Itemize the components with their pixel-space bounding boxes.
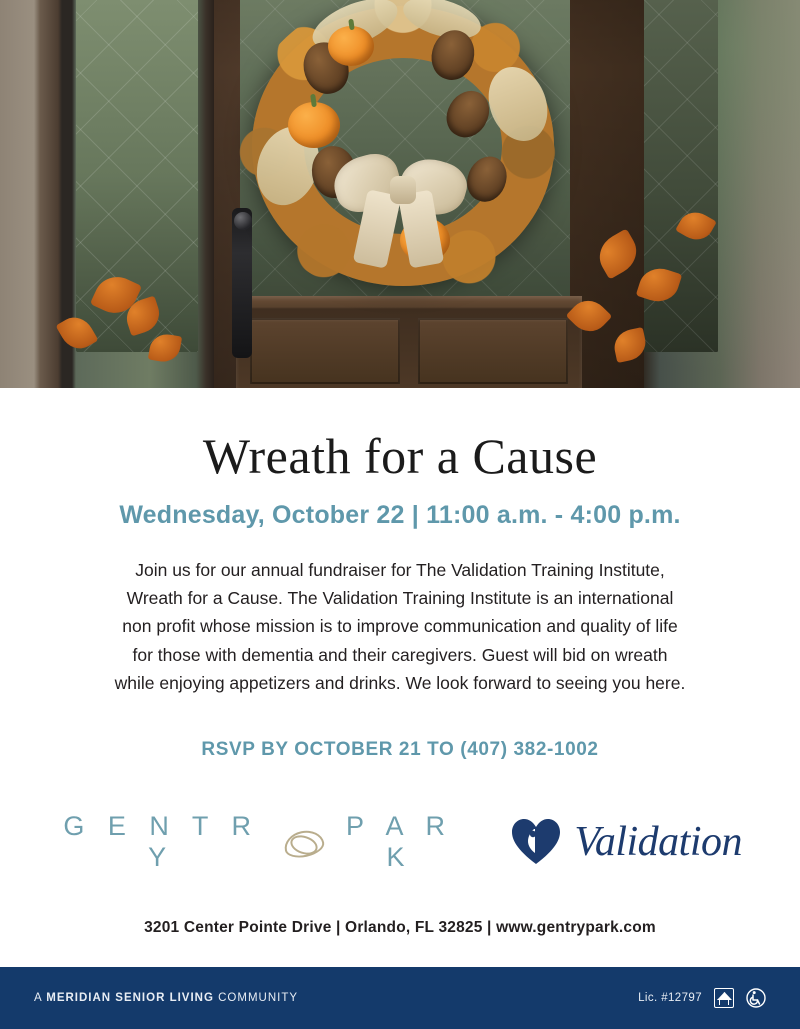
autumn-wreath <box>252 6 554 286</box>
page-title: Wreath for a Cause <box>202 428 598 484</box>
door-panel-left <box>250 318 400 384</box>
pumpkin <box>328 26 374 66</box>
footer-right-group <box>638 988 766 1008</box>
gentry-park-logo <box>58 811 464 873</box>
logo-row <box>58 811 742 873</box>
door-handle <box>232 208 252 358</box>
validation-logo <box>510 817 742 867</box>
footer-bar <box>0 967 800 1029</box>
accessibility-wheelchair-icon <box>746 988 766 1008</box>
flyer-content <box>0 388 800 967</box>
event-datetime: Wednesday, October 22 | 11:00 a.m. - 4:00 p.m. <box>119 500 681 529</box>
ribbon-bow <box>338 156 468 248</box>
address-line: 3201 Center Pointe Drive | Orlando, FL 32825 | www.gentrypark.com <box>144 919 656 937</box>
community-suffix: COMMUNITY <box>213 992 299 1004</box>
community-prefix: A <box>34 992 47 1004</box>
heart-icon <box>510 817 562 867</box>
door-lock-icon <box>234 212 252 230</box>
event-description: Join us for our annual fundraiser for The Validation Training Institute, Wreath for a Cause. The Validation Training Institute is an international non profit whose mission is to improve communication and quality of life for those with dementia and their caregivers. Guest will bid on wreath while enjoying appetizers and drinks. We look forward to seeing you here. <box>114 559 686 693</box>
license-number: Lic. #12797 <box>638 992 702 1004</box>
equal-housing-opportunity-icon <box>714 988 734 1008</box>
validation-wordmark: Validation <box>574 819 742 866</box>
pumpkin <box>288 102 340 148</box>
meridian-community-label <box>34 992 298 1004</box>
community-brand: MERIDIAN SENIOR LIVING <box>46 992 214 1004</box>
gentry-park-flourish-icon <box>280 827 318 857</box>
gentry-park-word-2: P A R K <box>345 811 454 873</box>
rsvp-line: RSVP BY OCTOBER 21 TO (407) 382-1002 <box>201 739 599 761</box>
door-panel-right <box>418 318 568 384</box>
bow-knot <box>390 176 416 204</box>
gentry-park-word-1: G E N T R Y <box>63 811 259 873</box>
hero-photo <box>0 0 800 388</box>
